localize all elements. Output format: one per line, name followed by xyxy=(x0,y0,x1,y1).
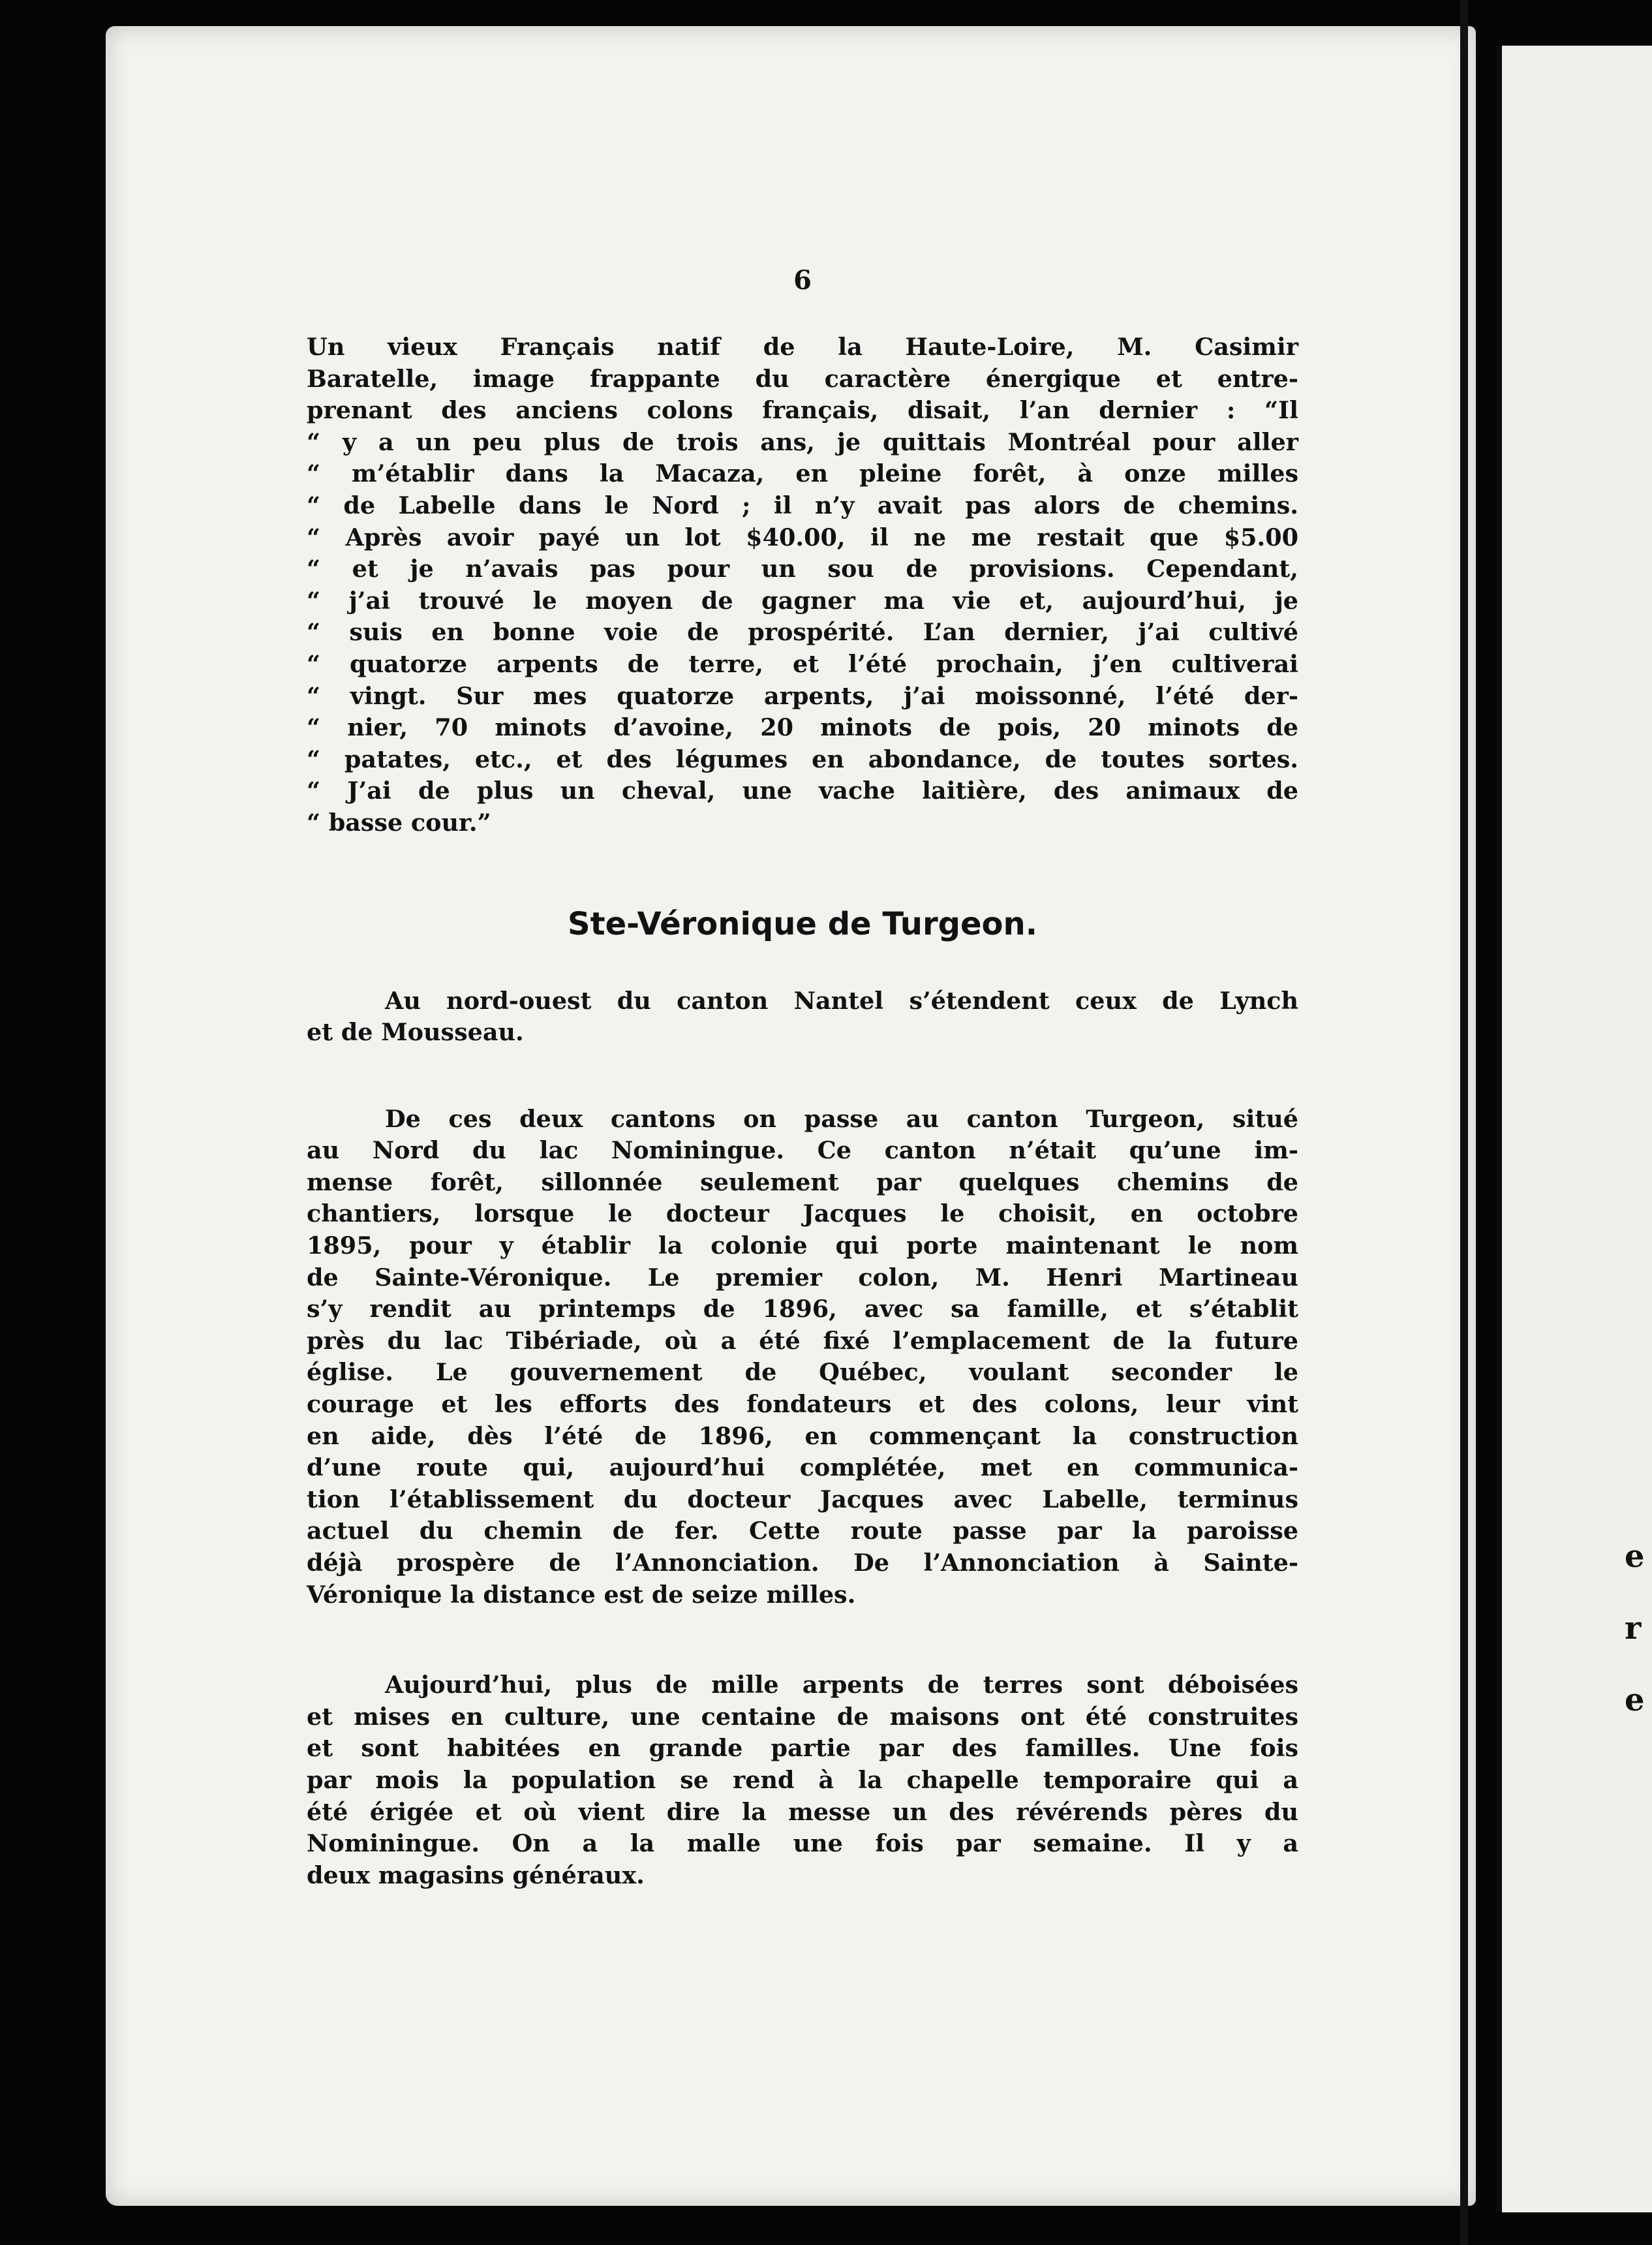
text-line: Aujourd’hui, plus de mille arpents de terres sont déboisées xyxy=(385,1671,1298,1699)
text-line: “ basse cour.” xyxy=(307,808,491,837)
text-line: été érigée et où vient dire la messe un des révérends pères du xyxy=(307,1797,1298,1826)
adjacent-letter: e xyxy=(1625,1682,1645,1718)
text-line: “ patates, etc., et des légumes en abondance, de toutes sortes. xyxy=(307,745,1298,773)
text-line: “ quatorze arpents de terre, et l’été prochain, j’en cultiverai xyxy=(307,649,1298,678)
section-heading: Ste-Véronique de Turgeon. xyxy=(568,905,1037,942)
text-line: “ et je n’avais pas pour un sou de provisions. Cependant, xyxy=(307,555,1298,583)
page-content xyxy=(307,261,1298,1891)
paragraph-1 xyxy=(307,985,1298,1049)
text-line: en aide, dès l’été de 1896, en commençant la construction xyxy=(307,1421,1298,1450)
text-line: courage et les efforts des fondateurs et des colons, leur vint xyxy=(307,1390,1298,1419)
text-line: “ m’établir dans la Macaza, en pleine forêt, à onze milles xyxy=(307,459,1298,488)
text-line: et mises en culture, une centaine de maisons ont été construites xyxy=(307,1702,1298,1731)
text-line: “ y a un peu plus de trois ans, je quittais Montréal pour aller xyxy=(307,427,1298,456)
text-line: “ vingt. Sur mes quatorze arpents, j’ai moissonné, l’été der- xyxy=(307,681,1298,710)
text-line: Baratelle, image frappante du caractère énergique et entre- xyxy=(307,364,1298,393)
paragraph-3 xyxy=(307,1669,1298,1891)
text-line: Un vieux Français natif de la Haute-Loire, M. Casimir xyxy=(307,333,1298,361)
text-line: “ j’ai trouvé le moyen de gagner ma vie et, aujourd’hui, je xyxy=(307,586,1298,615)
adjacent-letter: r xyxy=(1625,1610,1642,1647)
text-line: “ nier, 70 minots d’avoine, 20 minots de pois, 20 minots de xyxy=(307,713,1298,742)
text-line: et sont habitées en grande partie par des familles. Une fois xyxy=(307,1734,1298,1763)
text-line: près du lac Tibériade, où a été fixé l’emplacement de la future xyxy=(307,1326,1298,1355)
text-line: d’une route qui, aujourd’hui complétée, met en communica- xyxy=(307,1453,1298,1482)
text-line: chantiers, lorsque le docteur Jacques le choisit, en octobre xyxy=(307,1200,1298,1228)
text-line: déjà prospère de l’Annonciation. De l’Annonciation à Sainte- xyxy=(307,1549,1298,1577)
text-line: actuel du chemin de fer. Cette route passe par la paroisse xyxy=(307,1517,1298,1545)
text-line: au Nord du lac Nominingue. Ce canton n’était qu’une im- xyxy=(307,1136,1298,1165)
text-line: 1895, pour y établir la colonie qui porte maintenant le nom xyxy=(307,1231,1298,1260)
text-line: de Sainte-Véronique. Le premier colon, M. Henri Martineau xyxy=(307,1263,1298,1292)
text-line: mense forêt, sillonnée seulement par quelques chemins de xyxy=(307,1168,1298,1196)
adjacent-letter: e xyxy=(1625,1538,1645,1575)
page-number: 6 xyxy=(793,265,812,296)
text-line: Véronique la distance est de seize milles. xyxy=(307,1580,856,1609)
text-line: église. Le gouvernement de Québec, voulant seconder le xyxy=(307,1358,1298,1387)
text-line: deux magasins généraux. xyxy=(307,1861,645,1889)
text-line: Nominingue. On a la malle une fois par semaine. Il y a xyxy=(307,1829,1298,1858)
text-line: De ces deux cantons on passe au canton Turgeon, situé xyxy=(385,1104,1298,1133)
text-line: Au nord-ouest du canton Nantel s’étendent ceux de Lynch xyxy=(385,986,1298,1015)
intro-paragraph xyxy=(307,332,1298,839)
adjacent-page-letters xyxy=(1625,1521,1645,1736)
text-line: prenant des anciens colons français, disait, l’an dernier : “Il xyxy=(307,396,1298,425)
text-line: tion l’établissement du docteur Jacques avec Labelle, terminus xyxy=(307,1485,1298,1513)
text-line: “ de Labelle dans le Nord ; il n’y avait pas alors de chemins. xyxy=(307,491,1298,519)
text-line: “ suis en bonne voie de prospérité. L’an dernier, j’ai cultivé xyxy=(307,618,1298,647)
paragraph-2 xyxy=(307,1104,1298,1611)
text-line: “ J’ai de plus un cheval, une vache laitière, des animaux de xyxy=(307,777,1298,805)
page-gutter xyxy=(1460,0,1468,2245)
text-line: et de Mousseau. xyxy=(307,1018,524,1047)
text-line: s’y rendit au printemps de 1896, avec sa famille, et s’établit xyxy=(307,1295,1298,1324)
text-line: “ Après avoir payé un lot $40.00, il ne me restait que $5.00 xyxy=(307,523,1298,551)
text-line: par mois la population se rend à la chapelle temporaire qui a xyxy=(307,1765,1298,1794)
adjacent-page-edge xyxy=(1495,46,1652,2212)
